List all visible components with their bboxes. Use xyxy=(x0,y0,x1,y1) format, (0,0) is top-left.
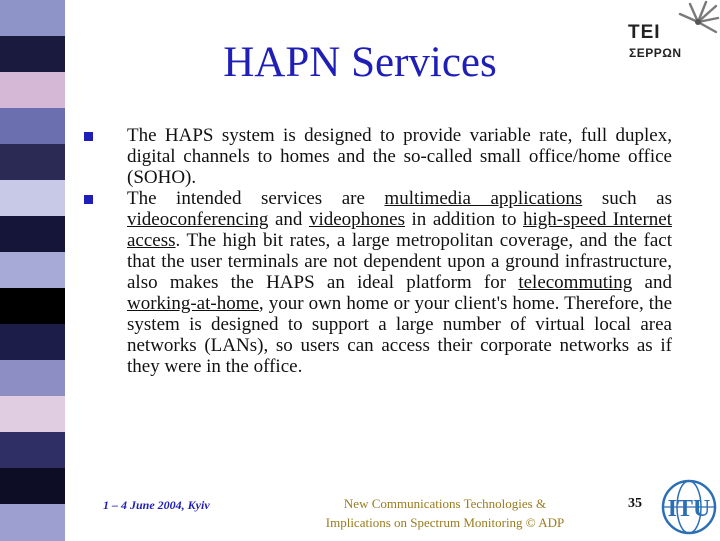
decorative-stripe xyxy=(0,468,65,505)
decorative-stripe xyxy=(0,504,65,541)
decorative-stripe xyxy=(0,324,65,361)
decorative-stripe xyxy=(0,396,65,433)
underlined-term: high-speed Internet access xyxy=(127,209,673,251)
slide-title: HAPN Services xyxy=(223,39,497,86)
text-segment: , your own home or your client's home. Therefore, the system is designed to support a large number of virtual local area networks (LANs), so users can access their corporate networks as if they were in the office. xyxy=(127,293,672,377)
logo-serron-text: ΣΕΡΡΩΝ xyxy=(629,46,682,60)
decorative-stripe xyxy=(0,360,65,397)
decorative-stripe xyxy=(0,108,65,145)
bullet-square-icon xyxy=(84,132,93,141)
bullet-square-icon xyxy=(84,195,93,204)
page-number: 35 xyxy=(628,496,642,511)
text-segment: and xyxy=(268,209,309,230)
underlined-term: working-at-home xyxy=(127,293,259,314)
text-segment: The intended services are xyxy=(127,188,385,209)
underlined-term: telecommuting xyxy=(518,272,633,293)
text-segment: . The high bit rates, a large metropolitan coverage, and the fact that the user terminals are not dependent upon a ground infrastructure, also makes the HAPS an ideal platform for xyxy=(127,230,672,293)
bullet-list xyxy=(82,125,672,377)
tei-serron-logo xyxy=(628,0,720,70)
decorative-stripe xyxy=(0,36,65,73)
bullet-text xyxy=(127,125,672,188)
underlined-term: videoconferencing xyxy=(127,209,269,230)
decorative-stripe-bar xyxy=(0,0,65,540)
text-segment: in addition to xyxy=(404,209,524,230)
text-segment: such as xyxy=(582,188,672,209)
text-segment: and xyxy=(632,272,672,293)
underlined-term: multimedia applications xyxy=(384,188,583,209)
itu-logo-text: ITU xyxy=(667,496,711,522)
footer-conference-text xyxy=(290,494,600,532)
decorative-stripe xyxy=(0,72,65,109)
decorative-stripe xyxy=(0,288,65,325)
decorative-stripe xyxy=(0,252,65,289)
underlined-term: videophones xyxy=(308,209,405,230)
decorative-stripe xyxy=(0,144,65,181)
bullet-text xyxy=(127,188,672,377)
decorative-stripe xyxy=(0,180,65,217)
logo-tei-text: TEI xyxy=(628,22,661,43)
text-segment: The HAPS system is designed to provide variable rate, full duplex, digital channels to homes and the so-called small office/home office (SOHO). xyxy=(127,125,672,188)
bullet-item xyxy=(82,125,672,188)
decorative-stripe xyxy=(0,432,65,469)
star-logo-icon xyxy=(676,0,720,44)
footer-date: 1 – 4 June 2004, Kyiv xyxy=(103,498,210,512)
itu-logo-icon xyxy=(660,478,718,536)
decorative-stripe xyxy=(0,0,65,37)
footer-center-line1: New Communications Technologies & xyxy=(343,496,547,511)
footer-center-line2: Implications on Spectrum Monitoring © ADP xyxy=(325,515,565,530)
bullet-item xyxy=(82,188,672,377)
decorative-stripe xyxy=(0,216,65,253)
